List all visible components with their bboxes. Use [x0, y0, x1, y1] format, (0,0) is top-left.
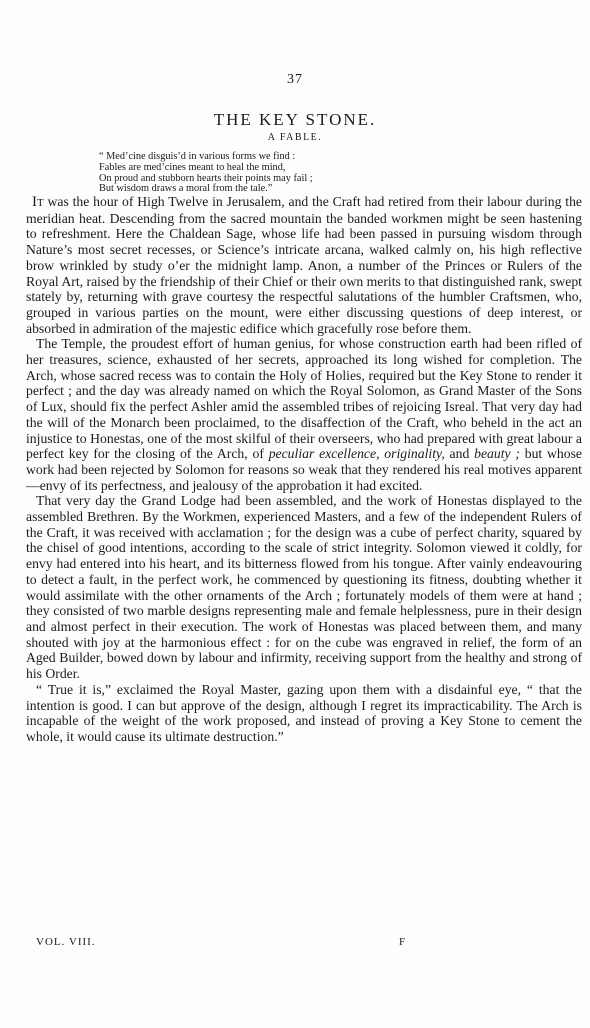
paragraph-segment: but whose work had been rejected by Solomon for reasons so weak that they rendered his real motives apparent—envy of its perfectness, and jealousy of the approbation it had excited.: [26, 446, 583, 493]
epigraph-line: Fables are med’cines meant to heal the mind,: [99, 161, 286, 173]
epigraph-line: “ Med’cine disguis’d in various forms we find :: [99, 151, 296, 162]
paragraph-segment: That very day the Grand Lodge had been assembled, and the work of Honestas displayed to the assembled Brethren. By the Workmen, experienced Masters, and a few of the independent Rulers of the Craft, it was received with acclamation ; for the design was a cube of perfect charity, squared by the chisel of good intentions, according to the scale of strict integrity. Solomon viewed it coldly, for envy had entered into his heart, and its bitterness flowed from his tongue. After vainly endeavouring to detect a fault, in the perfect work, he commenced by questioning its fitness, doubting whether it would assimilate with the other ornaments of the Arch ; fortunately models of them were at hand ; they consisted of two marble designs representing male and female helplessness, pure in their design and almost perfect in their execution. The work of Honestas was placed between them, and many shouted with joy at the harmonious effect : for on the cube was engraved in relief, the form of an Aged Builder, bowed down by labour and infirmity, receiving support from the healthy and strong of his Order.: [26, 493, 582, 682]
page-footer: [36, 936, 436, 948]
epigraph-line: On proud and stubborn hearts their points may fail ;: [99, 172, 313, 184]
epigraph: [99, 152, 313, 195]
signature-mark: F: [399, 936, 407, 948]
body-text: [26, 194, 582, 745]
epigraph-line: But wisdom draws a moral from the tale.”: [99, 183, 273, 195]
paragraph-segment: “ True it is,” exclaimed the Royal Master, gazing upon them with a disdainful eye, “ that the intention is good. I can but approve of the design, although I regret its impracticability. The Arch is incapable of the weight of the work proposed, and instead of proving a Key Stone to cement the whole, it would cause its ultimate destruction.”: [26, 681, 582, 744]
italic-segment: peculiar excellence, originality,: [268, 446, 445, 462]
paragraph-segment: was the hour of High Twelve in Jerusalem, and the Craft had retired from their labour during the meridian heat. Descending from the sacred mountain the banded workmen might be seen hastening to refreshment. Here the Chaldean Sage, whose life had been passed in pursuing wisdom through Nature’s most secret recesses, or Science’s intricate arcana, walked calmly on, his high reflective brow wrinkled by study o’er the midnight lamp. Anon, a number of the Princes or Rulers of the Royal Art, raised by the friendship of their Chief or their own merits to that distinguished rank, swept stately by, returning with grave courtesy the respectful salutations of the humbler Craftsmen, who, grouped in various parties on the mount, were either discussing questions of deep interest, or absorbed in admiration of the majestic edifice which gracefully rose before them.: [26, 194, 582, 336]
paragraph: [26, 194, 582, 336]
paragraph: [26, 336, 582, 493]
drop-cap: It: [32, 194, 44, 210]
paragraph: [26, 493, 582, 681]
paragraph-segment: and: [444, 446, 475, 462]
page-subtitle: A FABLE.: [267, 132, 323, 143]
page-number: 37: [287, 72, 303, 87]
paragraph: [26, 682, 582, 745]
italic-segment: beauty ;: [474, 446, 520, 462]
paragraph-segment: The Temple, the proudest effort of human genius, for whose construction earth had been rifled of her treasures, science, exhausted of her secrets, approached its long wished for completion. The Arch, whose sacred recess was to contain the Holy of Holies, required but the Key Stone to render it perfect ; and the day was already named on which the Royal Solomon, as Grand Master of the Sons of Lux, should fix the perfect Ashler amid the assembled tribes of rejoicing Isreal. That very day had the will of the Monarch been proclaimed, to the disaffection of the Craft, who beheld in the act an injustice to Honestas, one of the most skilful of their overseers, who had prepared with great labour a perfect key for the closing of the Arch, of: [26, 336, 582, 462]
volume-label: VOL. VIII.: [36, 936, 96, 948]
page-title: THE KEY STONE.: [213, 110, 377, 129]
